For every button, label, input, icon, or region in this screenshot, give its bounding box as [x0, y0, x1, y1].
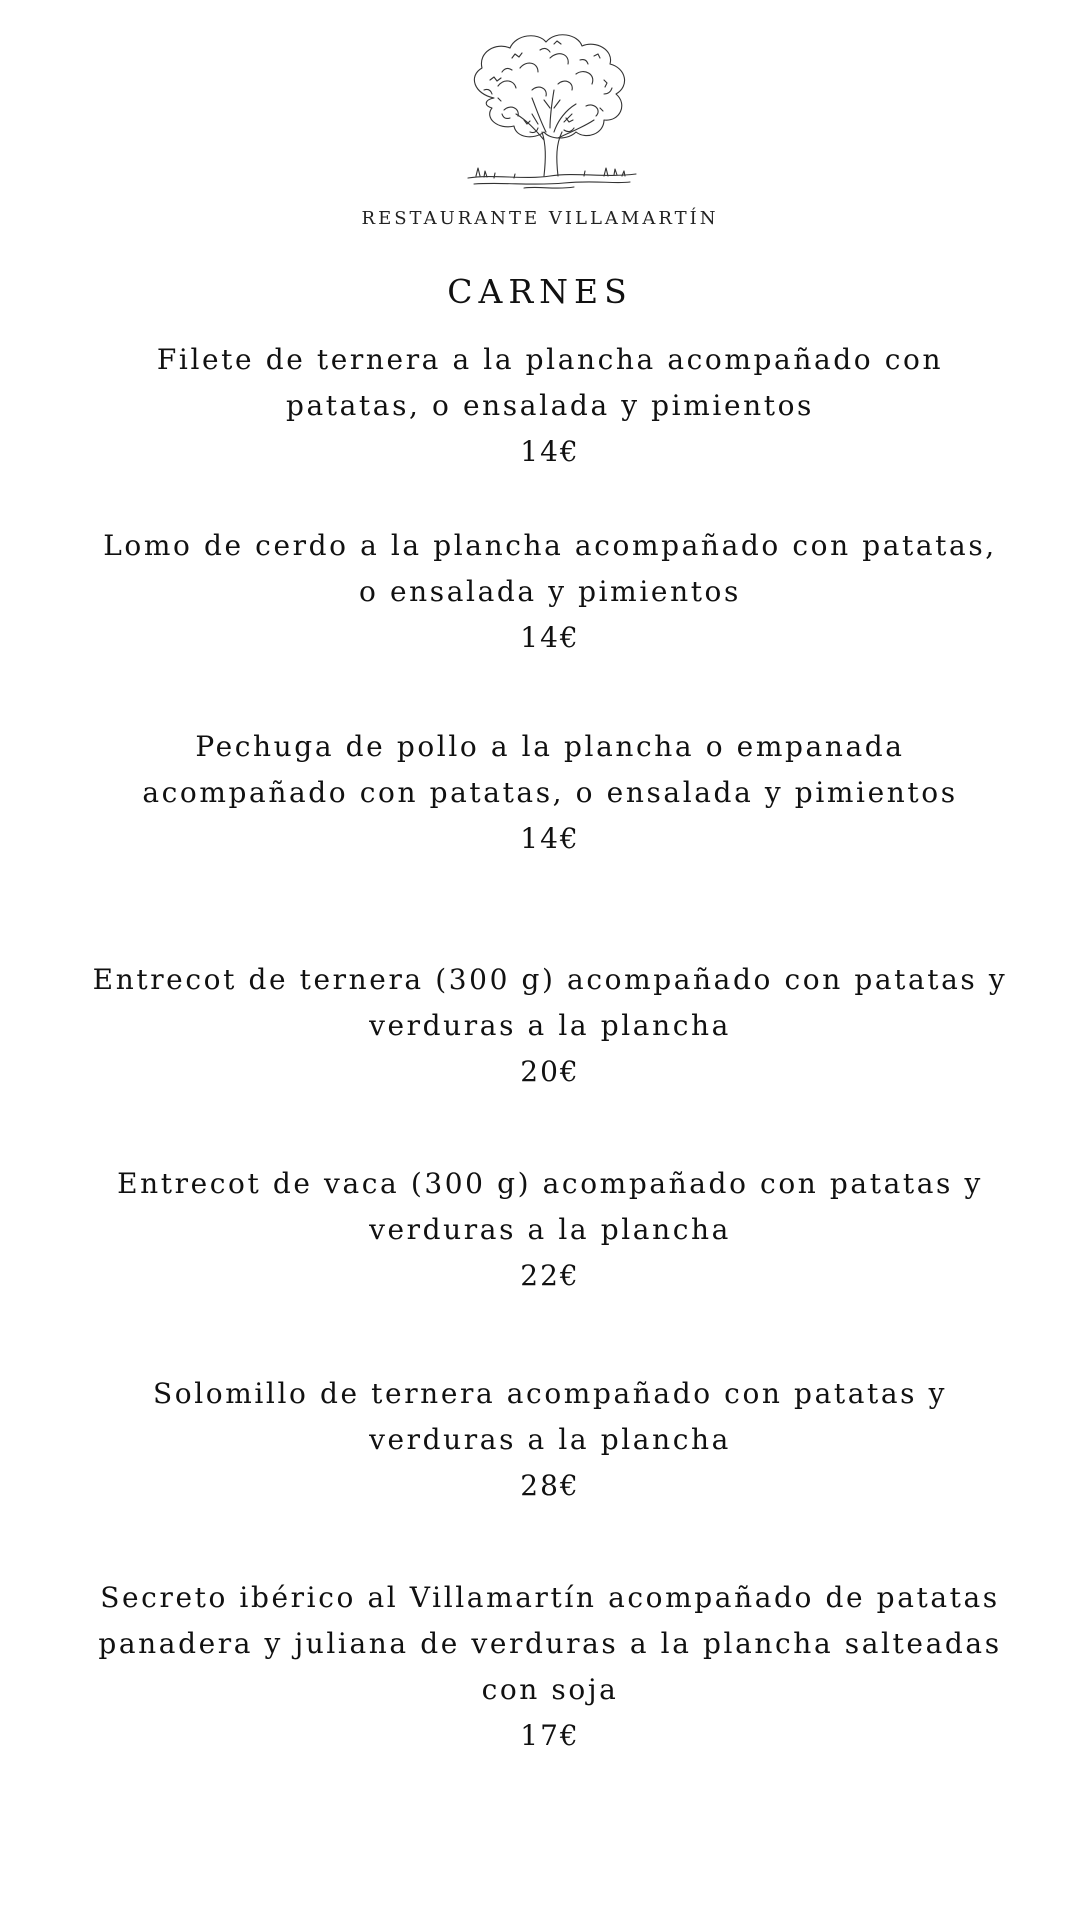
dish-name: Filete de ternera a la plancha acompañado con patatas, o ensalada y pimientos	[156, 343, 944, 422]
tree-illustration-icon	[454, 28, 650, 200]
menu-item	[90, 1575, 1010, 1759]
dish-name: Entrecot de ternera (300 g) acompañado con patatas y verduras a la plancha	[92, 963, 1008, 1042]
dish-price: 22€	[520, 1259, 580, 1292]
menu-item	[90, 523, 1010, 661]
restaurant-name: RESTAURANTE VILLAMARTÍN	[361, 208, 719, 229]
menu-item	[90, 724, 1010, 862]
dish-price: 14€	[520, 435, 580, 468]
menu-item	[90, 337, 1010, 475]
dish-name: Pechuga de pollo a la plancha o empanada acompañado con patatas, o ensalada y pimientos	[142, 730, 958, 809]
menu-item	[90, 1161, 1010, 1299]
dish-price: 14€	[520, 621, 580, 654]
dish-price: 14€	[520, 822, 580, 855]
dish-price: 17€	[520, 1719, 580, 1752]
dish-price: 20€	[520, 1055, 580, 1088]
dish-name: Solomillo de ternera acompañado con patatas y verduras a la plancha	[152, 1377, 948, 1456]
menu-item	[90, 1371, 1010, 1509]
menu-item	[90, 957, 1010, 1095]
section-title: CARNES	[447, 272, 633, 311]
dish-price: 28€	[520, 1469, 580, 1502]
dish-name: Lomo de cerdo a la plancha acompañado con patatas, o ensalada y pimientos	[103, 529, 997, 608]
dish-name: Secreto ibérico al Villamartín acompañado de patatas panadera y juliana de verduras a la plancha salteadas con soja	[98, 1581, 1002, 1706]
dish-name: Entrecot de vaca (300 g) acompañado con patatas y verduras a la plancha	[117, 1167, 983, 1246]
